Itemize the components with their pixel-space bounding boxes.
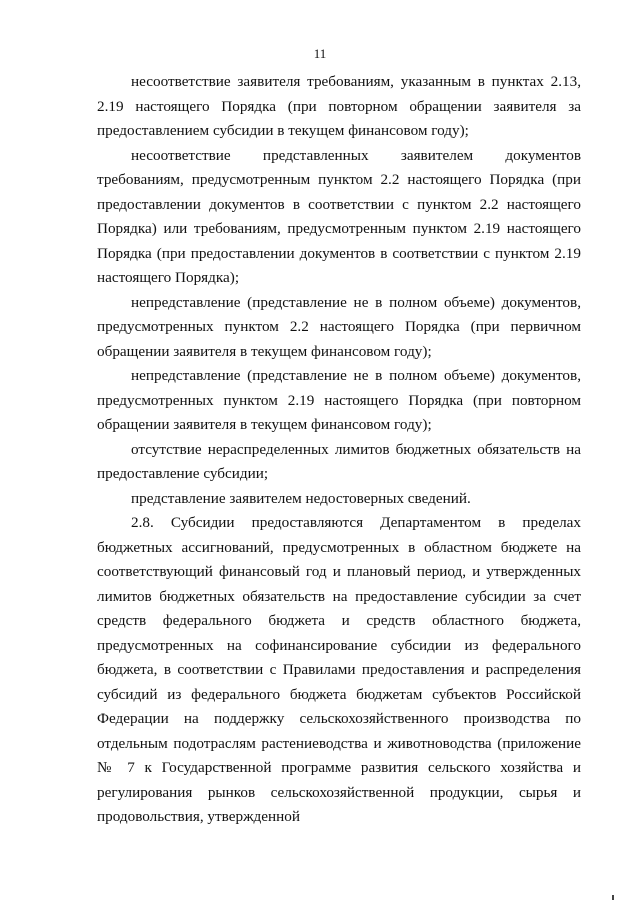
paragraph-item-4: непредставление (представление не в полном объеме) документов, предусмотренных пунктом 2.19 настоящего Порядка (при повторном обращении заявителя в текущем финансовом году);: [97, 367, 581, 433]
paragraph-item-5: отсутствие нераспределенных лимитов бюджетных обязательств на предоставление субсидии;: [97, 440, 581, 482]
paragraph-item-6: представление заявителем недостоверных сведений.: [131, 489, 471, 507]
paragraph-item-1: несоответствие заявителя требованиям, указанным в пунктах 2.13, 2.19 настоящего Порядка (при повторном обращении заявителя за предоставлением субсидии в текущем финансовом году);: [97, 73, 581, 139]
paragraph-item-3: непредставление (представление не в полном объеме) документов, предусмотренных пунктом 2.2 настоящего Порядка (при первичном обращении заявителя в текущем финансовом году);: [97, 293, 581, 360]
paragraph-section-2-8: 2.8. Субсидии предоставляются Департаментом в пределах бюджетных ассигнований, предусмотренных в областном бюджете на соответствующий финансовый год и плановый период, и утвержденных лимитов бюджетных обязательств на предоставление субсидии за счет средств федерального бюджета и средств областного бюджета, предусмотренных на софинансирование субсидии из федерального бюджета, в соответствии с Правилами предоставления и распределения субсидий из федерального бюджета бюджетам субъектов Российской Федерации на поддержку сельскохозяйственного производства по отдельным подотраслям растениеводства и животноводства (приложение № 7 к Государственной программе развития сельского хозяйства и регулирования рынков сельскохозяйственной продукции, сырья и продовольствия, утвержденной: [97, 514, 581, 825]
page-number: 11: [313, 46, 327, 61]
document-body: [97, 70, 581, 830]
scan-mark: [612, 895, 614, 900]
paragraph-item-2: несоответствие представленных заявителем документов требованиям, предусмотренным пунктом 2.2 настоящего Порядка (при предоставлении документов в соответствии с пунктом 2.2 настоящего Порядка) или требованиям, предусмотренным пунктом 2.19 настоящего Порядка (при предоставлении документов в соответствии с пунктом 2.19 настоящего Порядка);: [97, 146, 581, 286]
